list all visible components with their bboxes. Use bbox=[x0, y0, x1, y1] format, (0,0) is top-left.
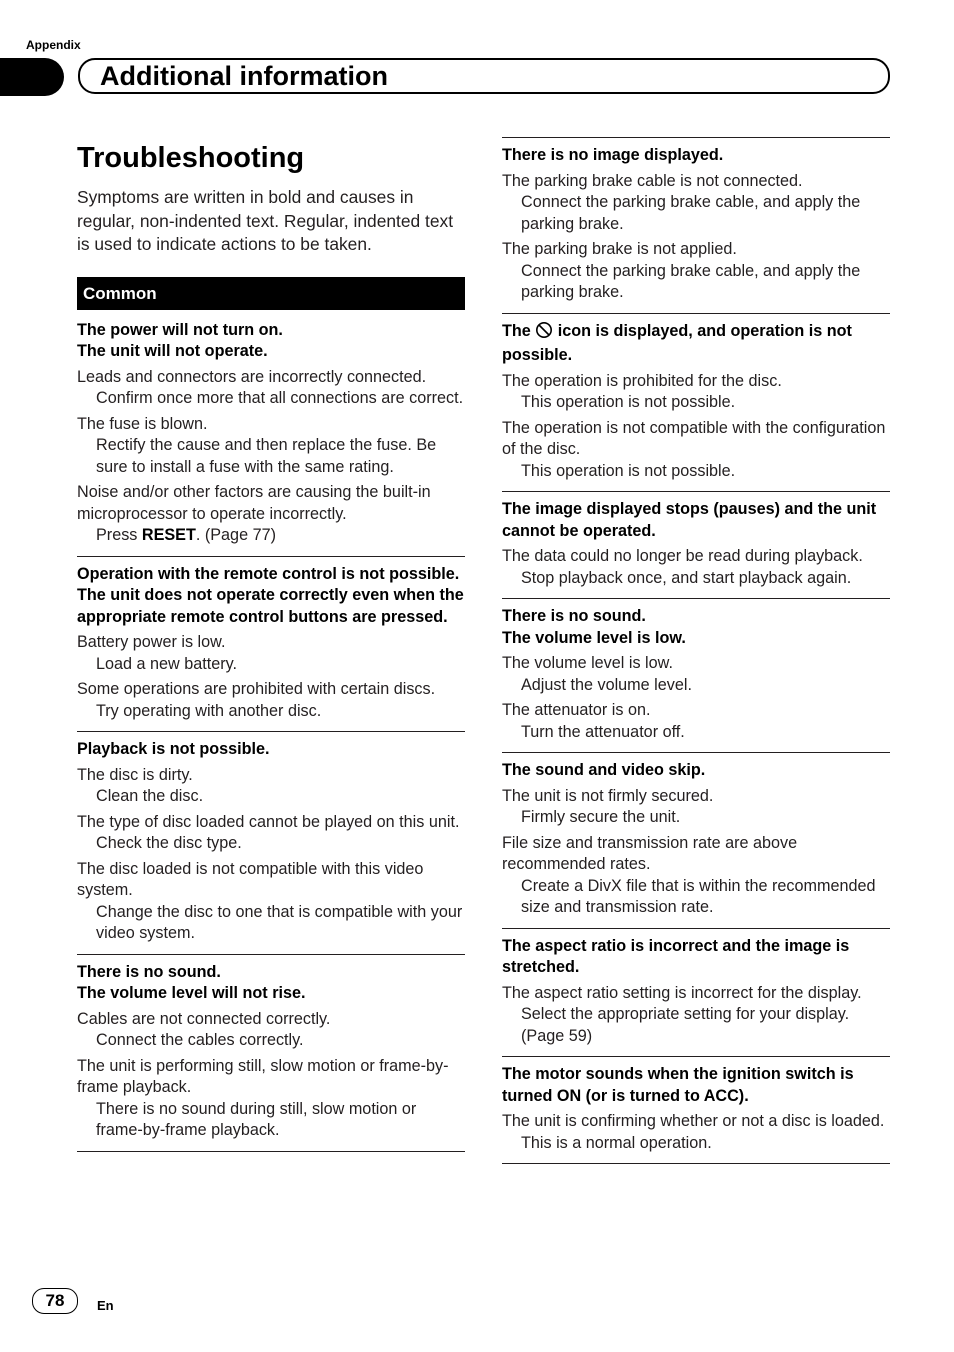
action: Create a DivX file that is within the recommended size and transmission rate. bbox=[521, 876, 876, 916]
cause: The type of disc loaded cannot be played on this unit. bbox=[77, 812, 460, 831]
language-code: En bbox=[97, 1298, 114, 1313]
trouble-entry bbox=[502, 491, 890, 598]
trouble-entry bbox=[502, 928, 890, 1057]
action: There is no sound during still, slow motion or frame-by-frame playback. bbox=[96, 1099, 417, 1139]
category-bar bbox=[77, 277, 465, 310]
action: This operation is not possible. bbox=[521, 461, 736, 480]
intro-text: Symptoms are written in bold and causes in regular, non-indented text. Regular, indented text is used to indicate actions to be taken. bbox=[77, 187, 454, 254]
symptom-text: icon is displayed, and operation is not possible. bbox=[502, 321, 852, 364]
action-text: Press bbox=[96, 526, 142, 544]
symptom-line: Operation with the remote control is not possible. bbox=[77, 564, 460, 583]
symptom: Playback is not possible. bbox=[77, 740, 270, 758]
action: Stop playback once, and start playback again. bbox=[521, 568, 852, 587]
action: Rectify the cause and then replace the fuse. Be sure to install a fuse with the same rating. bbox=[96, 436, 437, 476]
action: Try operating with another disc. bbox=[96, 701, 322, 720]
cause: The attenuator is on. bbox=[502, 701, 651, 719]
action-text: . (Page 77) bbox=[195, 526, 276, 544]
trouble-entry bbox=[502, 752, 890, 928]
column-end-rule bbox=[77, 1151, 465, 1152]
cause: The unit is confirming whether or not a disc is loaded. bbox=[502, 1112, 885, 1130]
chapter-tab-marker bbox=[0, 58, 64, 96]
cause: Some operations are prohibited with certain discs. bbox=[77, 680, 436, 698]
trouble-entry bbox=[502, 1056, 890, 1163]
trouble-entry bbox=[77, 731, 465, 954]
symptom: The aspect ratio is incorrect and the image is stretched. bbox=[502, 936, 850, 976]
cause: Battery power is low. bbox=[77, 633, 226, 651]
prohibited-icon bbox=[535, 321, 553, 346]
action: Connect the cables correctly. bbox=[96, 1031, 304, 1049]
appendix-label: Appendix bbox=[26, 38, 81, 52]
symptom bbox=[77, 564, 465, 629]
symptom-line: The unit does not operate correctly even when the appropriate remote control buttons are pressed. bbox=[77, 586, 464, 626]
action: Firmly secure the unit. bbox=[521, 808, 681, 826]
section-header bbox=[78, 58, 890, 94]
page-title: Troubleshooting bbox=[77, 142, 305, 174]
action: Clean the disc. bbox=[96, 787, 204, 805]
action: Load a new battery. bbox=[96, 654, 237, 673]
trouble-entry bbox=[502, 313, 890, 492]
cause: The disc is dirty. bbox=[77, 765, 193, 784]
cause: The parking brake is not applied. bbox=[502, 240, 737, 258]
cause: The parking brake cable is not connected. bbox=[502, 171, 803, 190]
action: Connect the parking brake cable, and apply the parking brake. bbox=[521, 193, 861, 233]
symptom: The sound and video skip. bbox=[502, 761, 706, 779]
action: Check the disc type. bbox=[96, 834, 242, 852]
section-title: Additional information bbox=[100, 61, 388, 91]
symptom-line: The volume level will not rise. bbox=[77, 984, 306, 1002]
symptom bbox=[77, 320, 465, 363]
cause: The fuse is blown. bbox=[77, 414, 208, 433]
symptom bbox=[502, 606, 890, 649]
action: This is a normal operation. bbox=[521, 1133, 712, 1152]
left-column bbox=[77, 140, 465, 1152]
symptom: The motor sounds when the ignition switch is turned ON (or is turned to ACC). bbox=[502, 1065, 854, 1105]
page-number: 78 bbox=[32, 1288, 78, 1314]
trouble-entry bbox=[77, 320, 465, 556]
action: Connect the parking brake cable, and apply the parking brake. bbox=[521, 261, 861, 301]
cause: Cables are not connected correctly. bbox=[77, 1009, 331, 1028]
cause: The unit is not firmly secured. bbox=[502, 786, 714, 805]
action: This operation is not possible. bbox=[521, 393, 736, 411]
column-end-rule bbox=[502, 1163, 890, 1164]
cause: File size and transmission rate are above recommended rates. bbox=[502, 833, 798, 873]
reset-button-label: RESET bbox=[141, 526, 196, 544]
symptom: The image displayed stops (pauses) and the unit cannot be operated. bbox=[502, 500, 877, 540]
cause: The operation is prohibited for the disc. bbox=[502, 371, 782, 390]
cause: The operation is not compatible with the configuration of the disc. bbox=[502, 418, 886, 458]
cause: Leads and connectors are incorrectly connected. bbox=[77, 367, 427, 386]
cause: Noise and/or other factors are causing the built-in microprocessor to operate incorrectly. bbox=[77, 483, 431, 523]
cause: The volume level is low. bbox=[502, 654, 673, 672]
cause: The disc loaded is not compatible with this video system. bbox=[77, 859, 424, 899]
trouble-entry bbox=[77, 954, 465, 1151]
symptom-line: The volume level is low. bbox=[502, 628, 686, 647]
symptom-line: The unit will not operate. bbox=[77, 342, 268, 360]
right-column bbox=[502, 137, 890, 1164]
action bbox=[77, 525, 465, 547]
action: Select the appropriate setting for your display. (Page 59) bbox=[521, 1005, 850, 1045]
symptom-line: There is no sound. bbox=[502, 607, 646, 625]
symptom-text: The bbox=[502, 321, 536, 340]
category-label: Common bbox=[83, 283, 157, 303]
cause: The aspect ratio setting is incorrect for the display. bbox=[502, 983, 862, 1002]
trouble-entry bbox=[502, 598, 890, 752]
action: Confirm once more that all connections are correct. bbox=[96, 389, 464, 407]
action: Change the disc to one that is compatible with your video system. bbox=[96, 902, 463, 942]
cause: The unit is performing still, slow motion or frame-by-frame playback. bbox=[77, 1056, 449, 1096]
symptom bbox=[502, 321, 890, 367]
cause: The data could no longer be read during playback. bbox=[502, 547, 863, 565]
action: Adjust the volume level. bbox=[521, 675, 692, 694]
action: Turn the attenuator off. bbox=[521, 722, 685, 741]
trouble-entry bbox=[502, 137, 890, 313]
symptom-line: There is no sound. bbox=[77, 962, 221, 981]
trouble-entry bbox=[77, 556, 465, 732]
symptom bbox=[77, 962, 465, 1005]
symptom-line: The power will not turn on. bbox=[77, 320, 283, 339]
symptom: There is no image displayed. bbox=[502, 146, 724, 164]
